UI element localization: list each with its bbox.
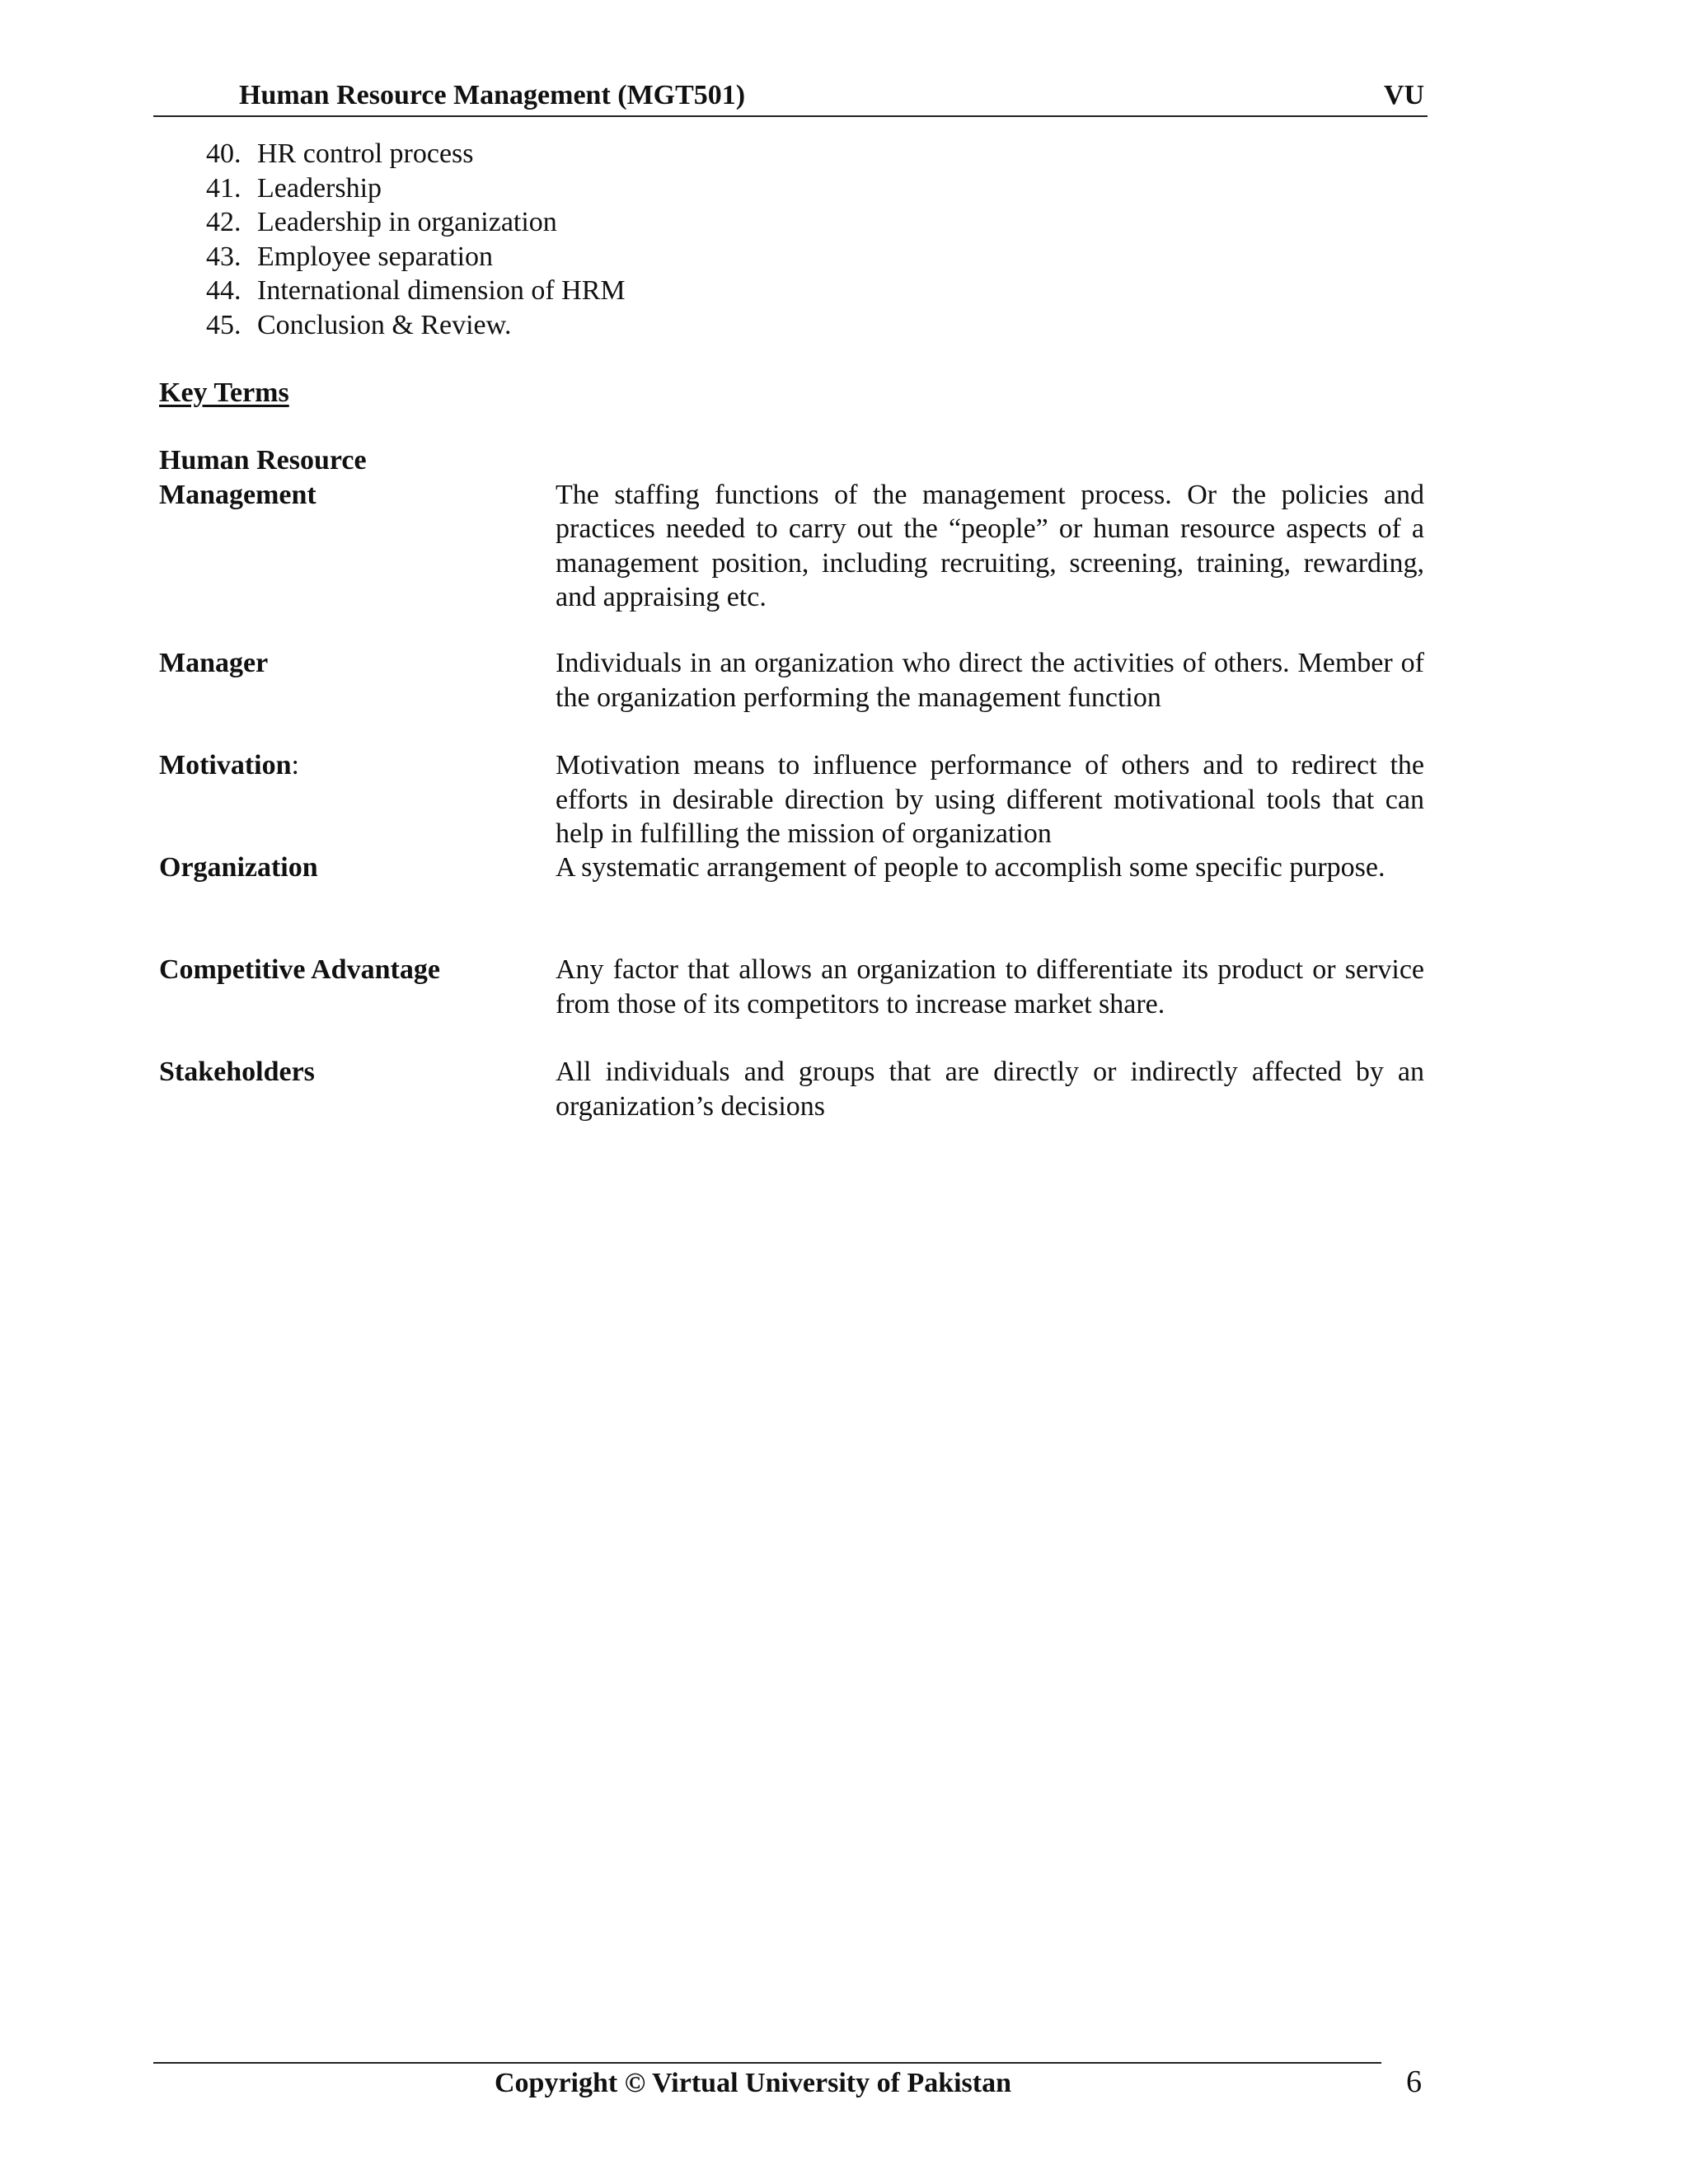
- topic-list: [206, 137, 626, 342]
- definition-competitive-advantage: Any factor that allows an organization to differentiate its product or service from those of its competitors to increase market share.: [556, 954, 1424, 1019]
- list-item-label: Employee separation: [257, 241, 494, 272]
- term-manager: Manager: [159, 648, 269, 678]
- list-item: [206, 137, 626, 171]
- list-item-label: Leadership in organization: [257, 207, 557, 237]
- list-item-number: 40.: [206, 138, 241, 169]
- definition-manager: Individuals in an organization who direct the activities of others. Member of the organization performing the management function: [556, 648, 1424, 713]
- list-item-number: 41.: [206, 172, 241, 204]
- list-item: [206, 274, 626, 308]
- list-item-number: 45.: [206, 309, 241, 340]
- footer-copyright: Copyright © Virtual University of Pakistan: [495, 2068, 1012, 2098]
- list-item: [206, 205, 626, 240]
- definition-stakeholders: All individuals and groups that are directly or indirectly affected by an organization’s decisions: [556, 1057, 1424, 1122]
- list-item-number: 44.: [206, 275, 241, 306]
- term-stakeholders: Stakeholders: [159, 1057, 315, 1087]
- definition-hrm: The staffing functions of the management process. Or the policies and practices needed to carry out the “people” or human resource aspects of a management position, including recruiting, screening, training, rewarding, and appraising etc.: [556, 479, 1424, 612]
- page-number: 6: [1406, 2064, 1422, 2099]
- term-motivation-name: Motivation: [159, 750, 292, 780]
- definition-motivation: Motivation means to influence performance of others and to redirect the efforts in desirable direction by using different motivational tools that can help in fulfilling the mission of organization: [556, 750, 1424, 849]
- definition-organization: A systematic arrangement of people to accomplish some specific purpose.: [556, 852, 1386, 883]
- list-item-label: Leadership: [257, 172, 382, 204]
- list-item-label: HR control process: [257, 138, 474, 169]
- header-title: Human Resource Management (MGT501): [239, 80, 746, 110]
- list-item-label: International dimension of HRM: [257, 275, 626, 306]
- list-item: [206, 308, 626, 343]
- term-organization: Organization: [159, 852, 318, 883]
- list-item: [206, 171, 626, 206]
- term-hrm-line2: Management: [159, 479, 316, 510]
- list-item-label: Conclusion & Review.: [257, 309, 512, 340]
- footer-divider: [153, 2062, 1381, 2064]
- header-institution: VU: [1383, 80, 1424, 110]
- list-item-number: 43.: [206, 241, 241, 272]
- term-motivation-colon: :: [291, 750, 299, 780]
- list-item-number: 42.: [206, 207, 241, 237]
- page-header: [153, 77, 1428, 117]
- term-competitive-advantage: Competitive Advantage: [159, 954, 440, 985]
- list-item: [206, 240, 626, 274]
- term-hrm-line1: Human Resource: [159, 445, 367, 476]
- term-motivation: [159, 748, 299, 783]
- header-divider: [153, 115, 1428, 117]
- key-terms-heading: Key Terms: [159, 377, 289, 408]
